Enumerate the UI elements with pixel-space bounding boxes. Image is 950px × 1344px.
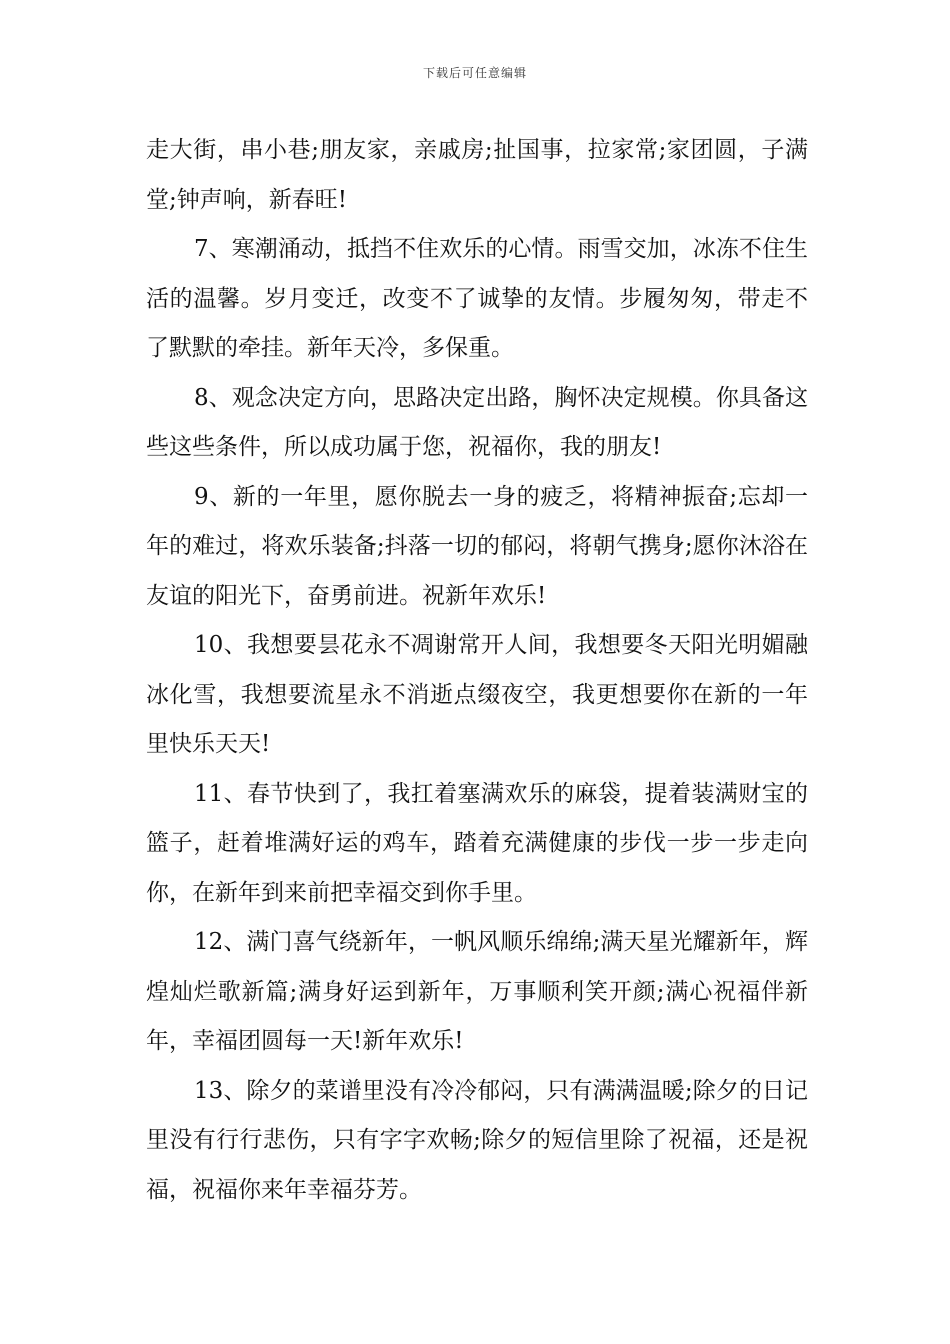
paragraph-continuation: 走大街，串小巷;朋友家，亲戚房;扯国事，拉家常;家团圆，子满堂;钟声响，新春旺! — [146, 137, 808, 213]
paragraph-8: 8、观念决定方向，思路决定出路，胸怀决定规模。你具备这些这些条件，所以成功属于您，祝福你，我的朋友! — [146, 384, 808, 460]
paragraph-13: 13、除夕的菜谱里没有冷冷郁闷，只有满满温暖;除夕的日记里没有行行悲伤，只有字字欢畅;除夕的短信里除了祝福，还是祝福，祝福你来年幸福芬芳。 — [146, 1077, 808, 1203]
paragraph-12: 12、满门喜气绕新年，一帆风顺乐绵绵;满天星光耀新年，辉煌灿烂歌新篇;满身好运到新年，万事顺利笑开颜;满心祝福伴新年，幸福团圆每一天!新年欢乐! — [146, 929, 808, 1054]
document-body — [146, 126, 808, 1215]
paragraph-11: 11、春节快到了，我扛着塞满欢乐的麻袋，提着装满财宝的篮子，赶着堆满好运的鸡车，踏着充满健康的步伐一步一步走向你，在新年到来前把幸福交到你手里。 — [146, 780, 808, 906]
page-header: 下载后可任意编辑 — [422, 66, 527, 80]
paragraph-10: 10、我想要昙花永不凋谢常开人间，我想要冬天阳光明媚融冰化雪，我想要流星永不消逝点缀夜空，我更想要你在新的一年里快乐天天! — [146, 632, 808, 757]
paragraph-7: 7、寒潮涌动，抵挡不住欢乐的心情。雨雪交加，冰冻不住生活的温馨。岁月变迁，改变不了诚挚的友情。步履匆匆，带走不了默默的牵挂。新年天冷，多保重。 — [146, 236, 808, 361]
paragraph-9: 9、新的一年里，愿你脱去一身的疲乏，将精神振奋;忘却一年的难过，将欢乐装备;抖落一切的郁闷，将朝气携身;愿你沐浴在友谊的阳光下，奋勇前进。祝新年欢乐! — [146, 483, 808, 609]
